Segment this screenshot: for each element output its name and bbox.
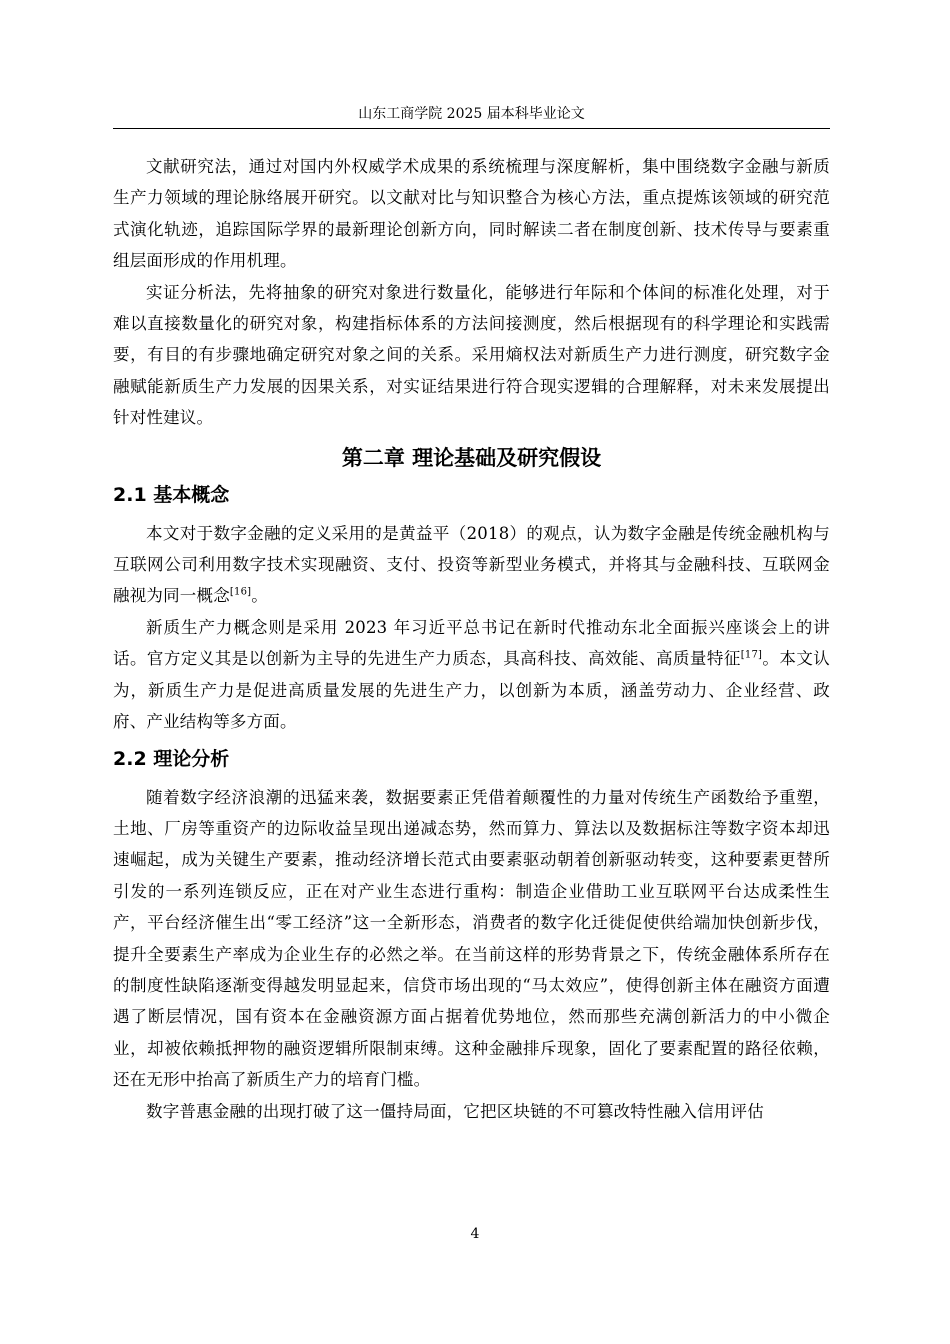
paragraph-digital-inclusive-finance: 数字普惠金融的出现打破了这一僵持局面，它把区块链的不可篡改特性融入信用评估 (146, 1101, 764, 1121)
paragraph-theory-analysis: 随着数字经济浪潮的迅猛来袭，数据要素正凭借着颠覆性的力量对传统生产函数给予重塑，土地、厂房等重资产的边际收益呈现出递减态势，然而算力、算法以及数据标注等数字资本却迅速崛起，成为关键生产要素，推动经济增长范式由要素驱动朝着创新驱动转变，这种要素更替所引发的一系列连锁反应，正在对产业生态进行重构：制造企业借助工业互联网平台达成柔性生产，平台经济催生出“零工经济”这一全新形态，消费者的数字化迁徙促使供给端加快创新步伐，提升全要素生产率成为企业生存的必然之举。在当前这样的形势背景之下，传统金融体系所存在的制度性缺陷逐渐变得越发明显起来，信贷市场出现的“马太效应”，使得创新主体在融资方面遭遇了断层情况，国有资本在金融资源方面占据着优势地位，然而那些充满创新活力的中小微企业，却被依赖抵押物的融资逻辑所限制束缚。这种金融排斥现象，固化了要素配置的路径依赖，还在无形中抬高了新质生产力的培育门槛。 (113, 787, 830, 1090)
chapter-title: 第二章 理论基础及研究假设 (341, 445, 602, 470)
paragraph-text-end: 。本文认为，新质生产力是促进高质量发展的先进生产力，以创新为本质，涵盖劳动力、企业经营、政府、产业结构等多方面。 (113, 649, 830, 732)
header-rule (113, 128, 830, 129)
paragraph-text-end: 。 (251, 586, 268, 606)
paragraph-text: 本文对于数字金融的定义采用的是黄益平（2018）的观点，认为数字金融是传统金融机构与互联网公司利用数字技术实现融资、支付、投资等新型业务模式，并将其与金融科技、互联网金融视为同一概念 (113, 523, 830, 606)
page-number: 4 (470, 1226, 480, 1242)
paragraph-text: 新质生产力概念则是采用 2023 年习近平总书记在新时代推动东北全面振兴座谈会上的讲话。官方定义其是以创新为主导的先进生产力质态，具高科技、高效能、高质量特征 (113, 617, 830, 669)
paragraph-empirical-method: 实证分析法，先将抽象的研究对象进行数量化，能够进行年际和个体间的标准化处理，对于难以直接数量化的研究对象，构建指标体系的方法间接测度，然后根据现有的科学理论和实践需要，有目的有步骤地确定研究对象之间的关系。采用熵权法对新质生产力进行测度，研究数字金融赋能新质生产力发展的因果关系，对实证结果进行符合现实逻辑的合理解释，对未来发展提出针对性建议。 (113, 282, 830, 428)
paragraph-digital-finance-definition (113, 518, 830, 612)
citation-16: [16] (229, 586, 252, 598)
section-2-2-title: 2.2 理论分析 (113, 747, 230, 770)
paragraph-literature-method: 文献研究法，通过对国内外权威学术成果的系统梳理与深度解析，集中围绕数字金融与新质生产力领域的理论脉络展开研究。以文献对比与知识整合为核心方法，重点提炼该领域的研究范式演化轨迹，追踪国际学界的最新理论创新方向，同时解读二者在制度创新、技术传导与要素重组层面形成的作用机理。 (113, 157, 830, 271)
page-body (113, 151, 830, 1127)
section-2-1-title: 2.1 基本概念 (113, 483, 230, 506)
citation-17: [17] (740, 649, 763, 661)
paragraph-new-productivity-definition (113, 612, 830, 738)
running-header: 山东工商学院 2025 届本科毕业论文 (358, 106, 585, 122)
